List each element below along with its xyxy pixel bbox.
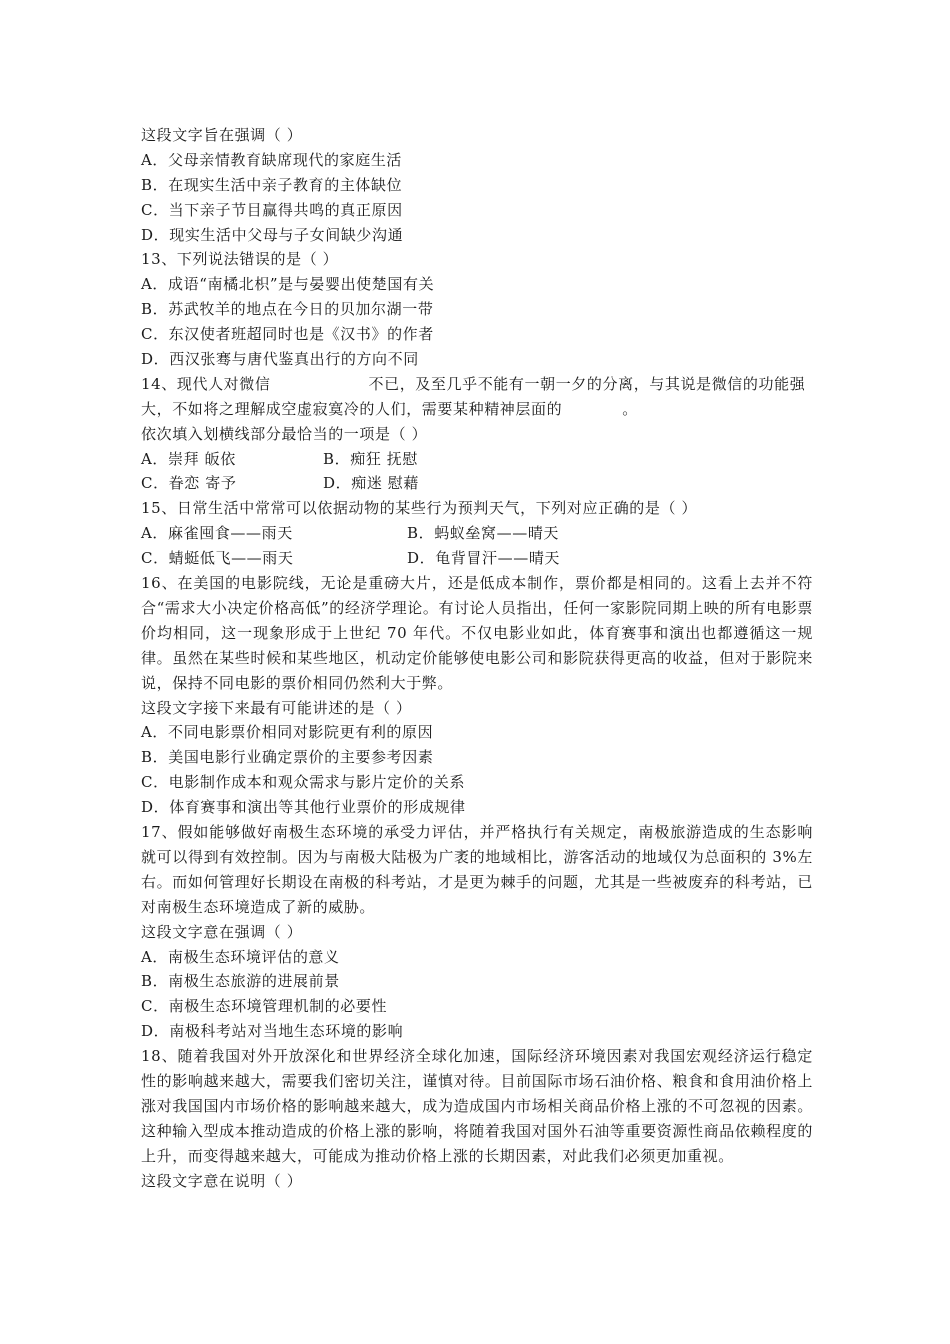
q14-line-1	[141, 372, 813, 397]
q15-option-b: B．蚂蚁垒窝——晴天	[407, 524, 560, 543]
document-page	[141, 123, 813, 1194]
q15-options-row-1	[141, 521, 813, 546]
q18-stem: 这段文字意在说明（ ）	[141, 1171, 303, 1190]
q15-options-row-2	[141, 546, 813, 571]
q14-options-row-1	[141, 447, 813, 472]
q16-option-a: A．不同电影票价相同对影院更有利的原因	[141, 723, 434, 742]
q14-option-b: B．痴狂 抚慰	[323, 449, 418, 468]
q13-option-d: D．西汉张骞与唐代鉴真出行的方向不同	[141, 350, 419, 369]
q17-option-c: C．南极生态环境管理机制的必要性	[141, 997, 388, 1016]
q15-option-a: A．麻雀囤食——雨天	[141, 524, 293, 543]
q12-option-b: B．在现实生活中亲子教育的主体缺位	[141, 175, 403, 194]
q17-option-d: D．南极科考站对当地生态环境的影响	[141, 1022, 404, 1041]
q18-passage: 18、随着我国对外开放深化和世界经济全球化加速，国际经济环境因素对我国宏观经济运行稳定性的影响越来越大，需要我们密切关注，谨慎对待。目前国际市场石油价格、粮食和食用油价格上涨对我国国内市场价格的影响越来越大，成为造成国内市场相关商品价格上涨的不可忽视的因素。这种输入型成本推动造成的价格上涨的影响，将随着我国对国外石油等重要资源性商品依赖程度的上升，而变得越来越大，可能成为推动价格上涨的长期因素，对此我们必须更加重视。	[141, 1047, 813, 1165]
q14-text-c: 大，不如将之理解成空虚寂寞冷的人们，需要某种精神层面的	[141, 399, 563, 418]
q12-stem: 这段文字旨在强调（ ）	[141, 126, 303, 144]
q16-option-d: D．体育赛事和演出等其他行业票价的形成规律	[141, 798, 466, 817]
q12-option-d: D．现实生活中父母与子女间缺少沟通	[141, 225, 404, 244]
q17-option-b: B．南极生态旅游的进展前景	[141, 972, 340, 991]
q14-text-d: 。	[622, 399, 638, 418]
q15-option-d: D．龟背冒汗——晴天	[407, 549, 561, 568]
q14-text-a: 14、现代人对微信	[141, 374, 271, 393]
q14-option-a: A．崇拜 皈依	[141, 449, 236, 468]
q14-options-row-2	[141, 471, 813, 496]
q14-option-d: D．痴迷 慰藉	[323, 474, 419, 493]
q13-option-b: B．苏武牧羊的地点在今日的贝加尔湖一带	[141, 300, 434, 319]
q16-stem: 这段文字接下来最有可能讲述的是（ ）	[141, 698, 412, 717]
q17-option-a: A．南极生态环境评估的意义	[141, 947, 340, 966]
q16-option-b: B．美国电影行业确定票价的主要参考因素	[141, 748, 434, 767]
q13-stem: 13、下列说法错误的是（ ）	[141, 250, 339, 269]
q16-passage: 16、在美国的电影院线，无论是重磅大片，还是低成本制作，票价都是相同的。这看上去并不符合“需求大小决定价格高低”的经济学理论。有讨论人员指出，任何一家影院同期上映的所有电影票价均相同，这一现象形成于上世纪 70 年代。不仅电影业如此，体育赛事和演出也都遵循这一规律。虽然在某些时候和某些地区，机动定价能够使电影公司和影院获得更高的收益，但对于影院来说，保持不同电影的票价相同仍然利大于弊。	[141, 574, 813, 692]
q13-option-c: C．东汉使者班超同时也是《汉书》的作者	[141, 325, 434, 344]
q14-option-c: C．眷恋 寄予	[141, 474, 237, 493]
q15-option-c: C．蜻蜓低飞——雨天	[141, 549, 294, 568]
q12-option-a: A．父母亲情教育缺席现代的家庭生活	[141, 150, 403, 169]
q17-stem: 这段文字意在强调（ ）	[141, 922, 303, 941]
q14-stem: 依次填入划横线部分最恰当的一项是（ ）	[141, 424, 428, 443]
q13-option-a: A．成语“南橘北枳”是与晏婴出使楚国有关	[141, 275, 435, 294]
q16-option-c: C．电影制作成本和观众需求与影片定价的关系	[141, 773, 466, 792]
q15-stem: 15、日常生活中常常可以依据动物的某些行为预判天气，下列对应正确的是（ ）	[141, 499, 698, 518]
q14-line-2	[141, 397, 813, 422]
q14-text-b: 不已，及至几乎不能有一朝一夕的分离，与其说是微信的功能强	[368, 374, 806, 393]
q17-passage: 17、假如能够做好南极生态环境的承受力评估，并严格执行有关规定，南极旅游造成的生态影响就可以得到有效控制。因为与南极大陆极为广袤的地域相比，游客活动的地域仅为总面积的 3%左右。而如何管理好长期设在南极的科考站，才是更为棘手的问题，尤其是一些被废弃的科考站，已对南极生态环境造成了新的威胁。	[141, 823, 813, 916]
q12-option-c: C．当下亲子节目赢得共鸣的真正原因	[141, 200, 403, 219]
